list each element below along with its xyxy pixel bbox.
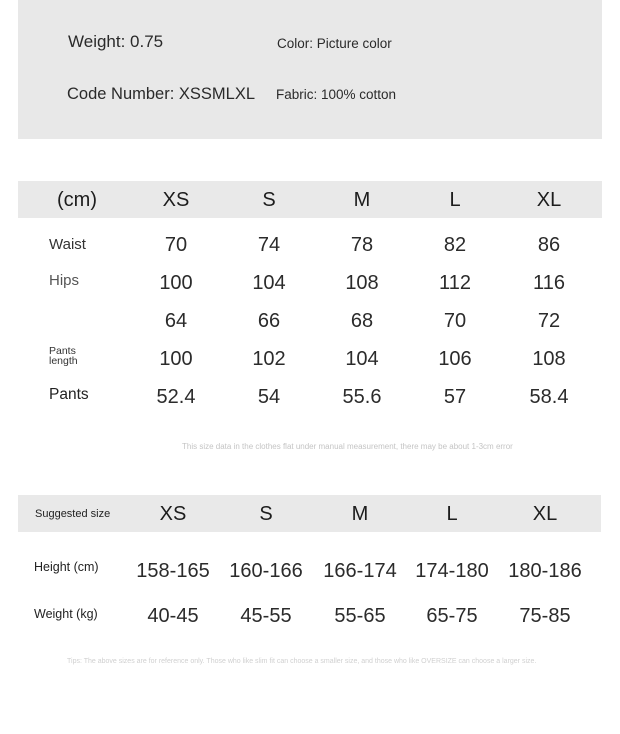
suggested-header-m: M xyxy=(351,503,369,525)
table-cell: 102 xyxy=(252,348,286,370)
suggested-header-l: L xyxy=(446,503,458,525)
weight-info: Weight: 0.75 xyxy=(68,32,164,51)
table-cell: 78 xyxy=(350,234,374,256)
table-cell: 82 xyxy=(443,234,467,256)
size-tips-note: Tips: The above sizes are for reference only. Those who like slim fit can choose a smaller size, and those who like OVERSIZE can choose a larger size. xyxy=(67,658,537,665)
table-cell: 108 xyxy=(532,348,566,370)
table-cell: 160-166 xyxy=(229,560,303,582)
suggested-header-s: S xyxy=(259,503,273,525)
table-cell: 64 xyxy=(164,310,188,332)
table-cell: 86 xyxy=(537,234,561,256)
size-header-xs: XS xyxy=(162,189,190,211)
table-cell: 55-65 xyxy=(334,605,386,627)
table-cell: 58.4 xyxy=(529,386,569,408)
table-cell: 75-85 xyxy=(519,605,571,627)
table-cell: 108 xyxy=(345,272,379,294)
table-cell: 100 xyxy=(159,348,193,370)
table-cell: 70 xyxy=(164,234,188,256)
suggested-size-label: Suggested size xyxy=(35,508,111,520)
table-cell: 40-45 xyxy=(147,605,199,627)
product-info-box xyxy=(18,0,602,139)
measurement-note: This size data in the clothes flat under manual measurement, there may be about 1-3cm error xyxy=(182,442,513,451)
table-cell: 57 xyxy=(443,386,467,408)
suggested-header-xl: XL xyxy=(532,503,558,525)
row-label-waist: Waist xyxy=(49,236,86,253)
table-cell: 174-180 xyxy=(415,560,489,582)
table-cell: 52.4 xyxy=(156,386,196,408)
table-cell: 112 xyxy=(439,272,471,294)
table-cell: 68 xyxy=(350,310,374,332)
table-cell: 70 xyxy=(443,310,467,332)
code-number-info: Code Number: XSSMLXL xyxy=(67,85,256,103)
table-cell: 180-186 xyxy=(508,560,582,582)
row-label-pants: Pants xyxy=(49,386,89,403)
table-cell: 72 xyxy=(537,310,561,332)
table-cell: 166-174 xyxy=(323,560,397,582)
row-label-hips: Hips xyxy=(49,272,80,289)
row-label-height: Height (cm) xyxy=(34,560,99,574)
suggested-header-xs: XS xyxy=(159,503,187,525)
table-cell: 66 xyxy=(257,310,281,332)
row-label-weight: Weight (kg) xyxy=(34,607,98,621)
size-header-l: L xyxy=(449,189,461,211)
table-cell: 106 xyxy=(438,348,472,370)
table-cell: 74 xyxy=(257,234,281,256)
table-cell: 55.6 xyxy=(342,386,382,408)
table-cell: 116 xyxy=(533,272,565,294)
table-cell: 65-75 xyxy=(426,605,478,627)
size-header-s: S xyxy=(262,189,276,211)
size-header-xl: XL xyxy=(536,189,562,211)
row-label-pants-length xyxy=(49,346,78,366)
size-header-m: M xyxy=(353,189,371,211)
fabric-info: Fabric: 100% cotton xyxy=(276,87,397,102)
color-info: Color: Picture color xyxy=(277,36,392,51)
unit-header: (cm) xyxy=(57,189,97,211)
table-cell: 158-165 xyxy=(136,560,210,582)
table-cell: 45-55 xyxy=(240,605,292,627)
table-cell: 100 xyxy=(159,272,193,294)
table-cell: 54 xyxy=(257,386,281,408)
suggested-size-header xyxy=(18,495,601,532)
size-table-header xyxy=(18,181,602,218)
row-label-pants-length-line2: length xyxy=(49,355,78,367)
table-cell: 104 xyxy=(345,348,379,370)
table-cell: 104 xyxy=(252,272,286,294)
row-label-pants-length-line1: Pants xyxy=(49,345,76,357)
